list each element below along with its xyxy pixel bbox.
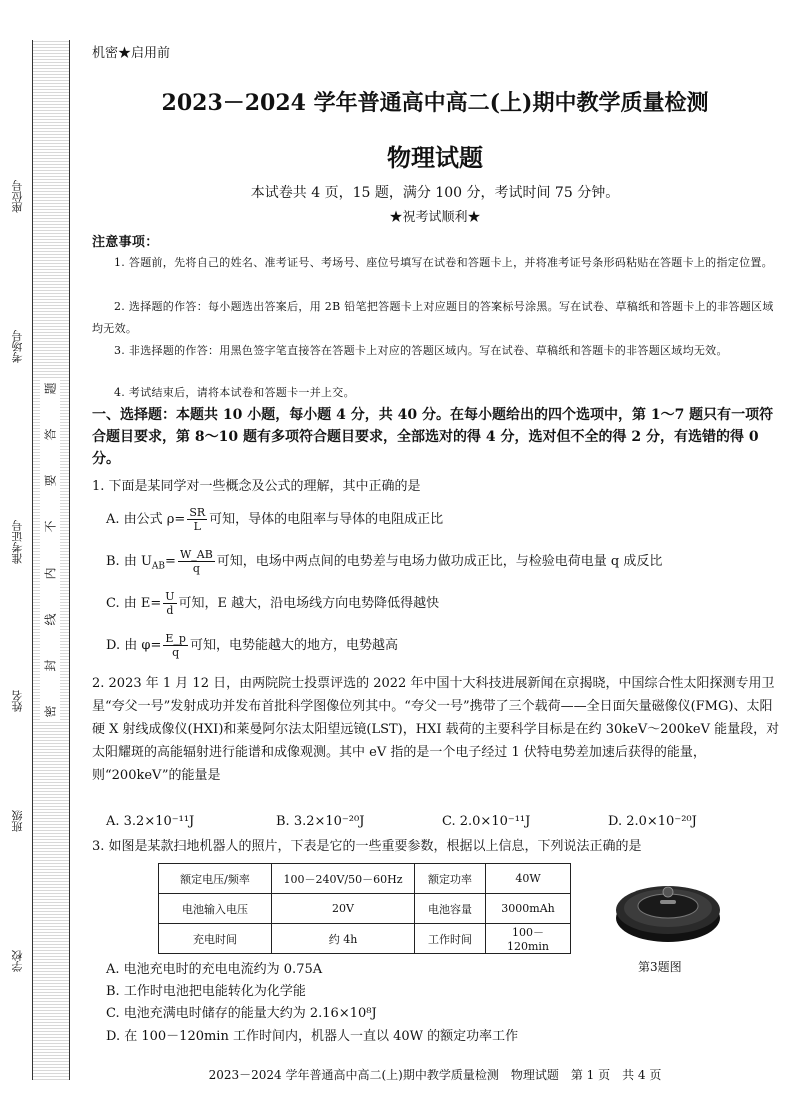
option-a-text: 可知，导体的电阻率与导体的电阻成正比	[209, 512, 444, 527]
question-1-option-a	[106, 506, 443, 533]
fraction	[163, 590, 176, 617]
seat-number-label: 座位号	[11, 180, 24, 213]
note-item: 2. 选择题的作答：每小题选出答案后，用 2B 铅笔把答题卡上对应题目的答案标号涂黑。写在试卷、草稿纸和答题卡上的非答题区域均无效。	[92, 300, 774, 335]
subject-title: 物理试题	[387, 143, 483, 172]
seal-line-notice	[40, 380, 60, 720]
fraction-denominator: q	[192, 562, 200, 575]
note-item: 3. 非选择题的作答：用黑色签字笔直接答在答题卡上对应的答题区域内。写在试卷、草稿纸和答题卡的非答题区域均无效。	[114, 344, 728, 357]
table-cell: 3000mAh	[486, 894, 571, 924]
table-row	[159, 924, 571, 954]
table-row	[159, 864, 571, 894]
option-a-prefix: A. 由公式 ρ=	[106, 512, 186, 527]
name-label: 姓名	[11, 690, 24, 712]
section-intro: 一、选择题：本题共 10 小题，每小题 4 分，共 40 分。在每小题给出的四个选项中，第 1～7 题只有一项符合题目要求，第 8～10 题有多项符合题目要求，全部选对的得 4 分，选对但不全的得 2 分，有选错的得 0 分。	[92, 407, 774, 467]
option-d-text: 可知，电势能越大的地方，电势越高	[189, 638, 398, 653]
admission-number-label: 准考证号	[11, 520, 24, 564]
seal-char: 封	[43, 659, 58, 672]
table-cell: 约 4h	[272, 924, 415, 954]
question-3-option-a: A. 电池充电时的充电电流约为 0.75A	[106, 962, 323, 977]
good-luck-line: ★祝考试顺利★	[389, 210, 481, 225]
table-cell: 40W	[486, 864, 571, 894]
note-item: 4. 考试结束后，请将本试卷和答题卡一并上交。	[114, 386, 355, 399]
table-cell: 电池输入电压	[159, 894, 272, 924]
fraction-denominator: q	[172, 646, 180, 659]
question-3-option-b: B. 工作时电池把电能转化为化学能	[106, 984, 306, 999]
notes-heading: 注意事项：	[92, 235, 159, 250]
question-3-option-c: C. 电池充满电时储存的能量大约为 2.16×10⁸J	[106, 1006, 377, 1021]
note-item: 1. 答题前，先将自己的姓名、准考证号、考场号、座位号填写在试卷和答题卡上，并将准考证号条形码粘贴在答题卡上的指定位置。	[114, 256, 773, 269]
seal-char: 不	[43, 520, 58, 533]
table-cell: 电池容量	[415, 894, 486, 924]
table-row	[159, 894, 571, 924]
fraction-numerator: E_p	[165, 632, 186, 645]
fraction-numerator: U	[165, 590, 175, 603]
question-2-option-a: A. 3.2×10⁻¹¹J	[106, 814, 195, 829]
option-c-text: 可知，E 越大，沿电场线方向电势降低得越快	[178, 596, 440, 611]
option-c-prefix: C. 由 E=	[106, 596, 162, 611]
fraction	[163, 632, 188, 659]
fraction	[187, 506, 207, 533]
class-label: 班级	[11, 810, 24, 832]
confidential-mark: 机密★启用前	[92, 46, 171, 61]
question-3-option-d: D. 在 100－120min 工作时间内，机器人一直以 40W 的额定功率工作	[106, 1029, 519, 1044]
subscript: AB	[151, 561, 166, 572]
seal-char: 题	[43, 382, 58, 395]
table-cell: 20V	[272, 894, 415, 924]
table-cell: 额定电压/频率	[159, 864, 272, 894]
exam-room-label: 考场号	[11, 330, 24, 363]
seal-char: 答	[43, 428, 58, 441]
table-cell: 100－120min	[486, 924, 571, 954]
page-footer: 2023－2024 学年普通高中高二(上)期中教学质量检测 物理试题 第 1 页 共 4 页	[208, 1068, 662, 1082]
exam-info: 本试卷共 4 页，15 题，满分 100 分，考试时间 75 分钟。	[250, 185, 620, 201]
question-1-option-c	[106, 590, 439, 617]
seal-char: 要	[43, 474, 58, 487]
fraction-numerator: SR	[189, 506, 206, 519]
robot-vacuum-photo	[614, 870, 722, 945]
equals-sign: =	[165, 554, 176, 569]
seal-char: 密	[43, 705, 58, 718]
table-cell: 额定功率	[415, 864, 486, 894]
figure-caption: 第3题图	[638, 960, 682, 974]
question-2-option-b: B. 3.2×10⁻²⁰J	[276, 814, 365, 829]
question-2-option-c: C. 2.0×10⁻¹¹J	[442, 814, 531, 829]
fraction-denominator: L	[193, 520, 201, 533]
option-b-text: 可知，电场中两点间的电势差与电场力做功成正比，与检验电荷电量 q 成反比	[216, 554, 663, 569]
table-cell: 100－240V/50－60Hz	[272, 864, 415, 894]
seal-char: 内	[43, 567, 58, 580]
spec-table	[158, 863, 571, 954]
seal-char: 线	[43, 613, 58, 626]
table-cell: 工作时间	[415, 924, 486, 954]
question-2-option-d: D. 2.0×10⁻²⁰J	[608, 814, 697, 829]
fraction-numerator: W_AB	[179, 548, 213, 561]
question-3-stem: 3. 如图是某款扫地机器人的照片，下表是它的一些重要参数，根据以上信息，下列说法正确的是	[92, 839, 642, 854]
table-cell: 充电时间	[159, 924, 272, 954]
fraction-denominator: d	[166, 604, 174, 617]
question-2-stem: 2. 2023 年 1 月 12 日，由两院院士投票评选的 2022 年中国十大科技进展新闻在京揭晓，中国综合性太阳探测专用卫星“夸父一号”发射成功并发布首批科学图像位列其中。“夸父一号”携带了三个载荷——全日面矢量磁像仪(FMG)、太阳硬 X 射线成像仪(HXI)和莱曼阿尔法太阳望远镜(LST)，HXI 载荷的主要科学目标是在约 30keV～200keV 能量段，对太阳耀斑的高能辐射进行能谱和成像观测。其中 eV 指的是一个电子经过 1 伏特电势差加速后获得的能量，则“200keV”的能量是	[92, 676, 780, 783]
question-1-option-d	[106, 632, 398, 659]
fraction	[178, 548, 215, 575]
option-d-prefix: D. 由 φ=	[106, 638, 162, 653]
option-b-prefix: B. 由 U	[106, 554, 152, 569]
exam-title: 2023－2024 学年普通高中高二(上)期中教学质量检测	[161, 90, 709, 116]
school-label: 学校	[11, 950, 24, 972]
question-1-stem: 1. 下面是某同学对一些概念及公式的理解，其中正确的是	[92, 479, 421, 494]
question-1-option-b	[106, 548, 662, 575]
